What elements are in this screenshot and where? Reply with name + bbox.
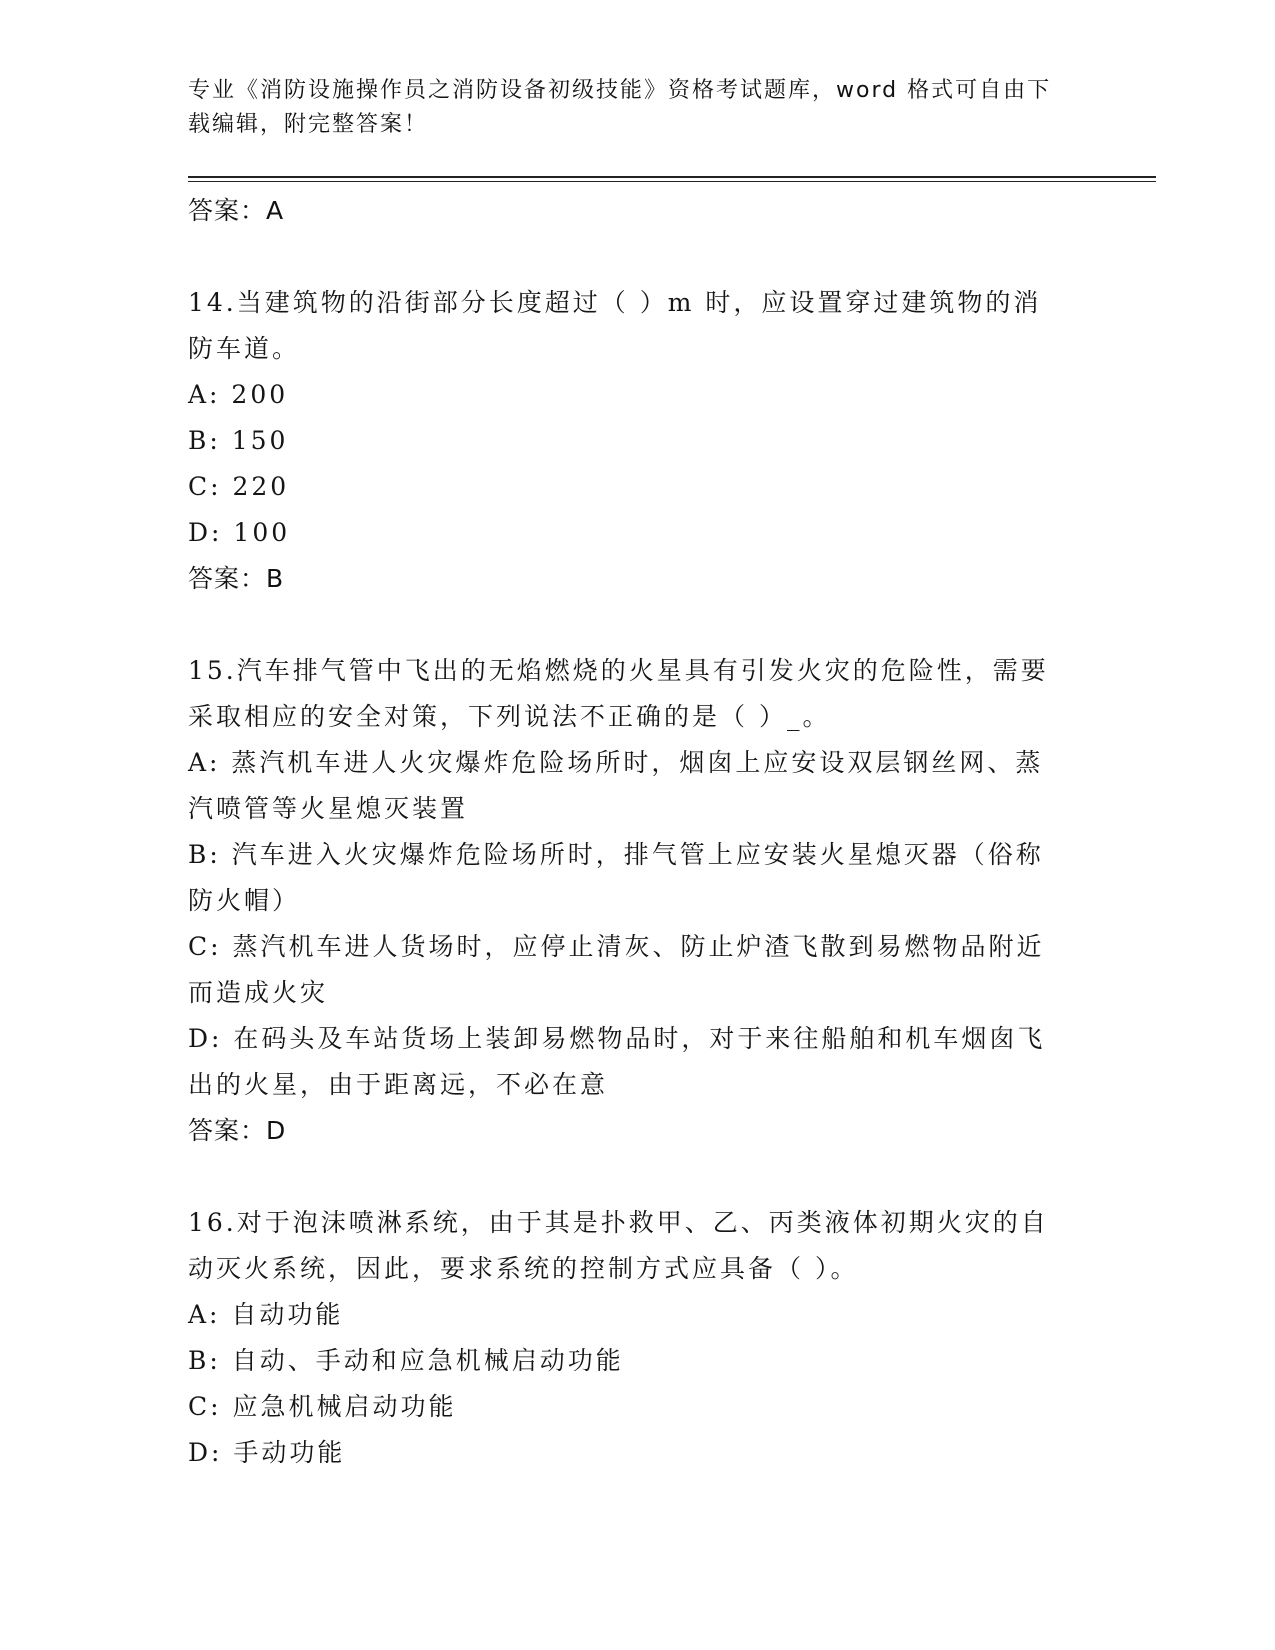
question-15-option-c-line-1: C: 蒸汽机车进人货场时，应停止清灰、防止炉渣飞散到易燃物品附近 <box>188 932 1045 961</box>
question-15-stem-line-2: 采取相应的安全对策，下列说法不正确的是（ ）_。 <box>188 702 831 731</box>
question-15-option-a-line-2: 汽喷管等火星熄灭装置 <box>188 794 469 823</box>
spacer <box>188 1154 1088 1200</box>
question-16-option-a: A: 自动功能 <box>188 1300 344 1329</box>
question-15-option-d-line-2: 出的火星，由于距离远，不必在意 <box>188 1070 609 1099</box>
question-14-stem-line-2: 防车道。 <box>188 334 301 363</box>
question-16-option-d: D: 手动功能 <box>188 1438 346 1467</box>
question-14 <box>188 280 1088 602</box>
page-header: 专业《消防设施操作员之消防设备初级技能》资格考试题库，word 格式可自由下载编辑，附完整答案！ <box>188 78 1052 137</box>
question-14-option-c: C: 220 <box>188 472 290 501</box>
question-15-option-d-line-1: D: 在码头及车站货场上装卸易燃物品时，对于来往船舶和机车烟囱飞 <box>188 1024 1046 1053</box>
question-15-answer: 答案：D <box>188 1116 287 1145</box>
question-14-option-b: B: 150 <box>188 426 289 455</box>
question-15-option-b-line-2: 防火帽） <box>188 886 301 915</box>
question-15-option-b-line-1: B: 汽车进入火灾爆炸危险场所时，排气管上应安装火星熄灭器（俗称 <box>188 840 1044 869</box>
question-content <box>188 188 1088 1476</box>
question-14-option-d: D: 100 <box>188 518 291 547</box>
question-16-option-c: C: 应急机械启动功能 <box>188 1392 457 1421</box>
question-14-option-a: A: 200 <box>188 380 289 409</box>
question-15-option-a-line-1: A: 蒸汽机车进人火灾爆炸危险场所时，烟囱上应安设双层钢丝网、蒸 <box>188 748 1044 777</box>
header-divider-thin <box>188 181 1156 182</box>
question-15-option-c-line-2: 而造成火灾 <box>188 978 329 1007</box>
header-divider <box>188 176 1156 178</box>
question-15 <box>188 648 1088 1154</box>
spacer <box>188 602 1088 648</box>
question-16 <box>188 1200 1088 1476</box>
question-15-stem-line-1: 15.汽车排气管中飞出的无焰燃烧的火星具有引发火灾的危险性，需要 <box>188 656 1049 685</box>
spacer <box>188 234 1088 280</box>
question-16-stem-line-1: 16.对于泡沫喷淋系统，由于其是扑救甲、乙、丙类液体初期火灾的自 <box>188 1208 1049 1237</box>
answer-13: 答案：A <box>188 196 285 225</box>
question-16-stem-line-2: 动灭火系统，因此，要求系统的控制方式应具备（ ）。 <box>188 1254 859 1283</box>
question-16-option-b: B: 自动、手动和应急机械启动功能 <box>188 1346 624 1375</box>
question-14-stem-line-1: 14.当建筑物的沿街部分长度超过（ ）m 时，应设置穿过建筑物的消 <box>188 288 1042 317</box>
question-14-answer: 答案：B <box>188 564 285 593</box>
